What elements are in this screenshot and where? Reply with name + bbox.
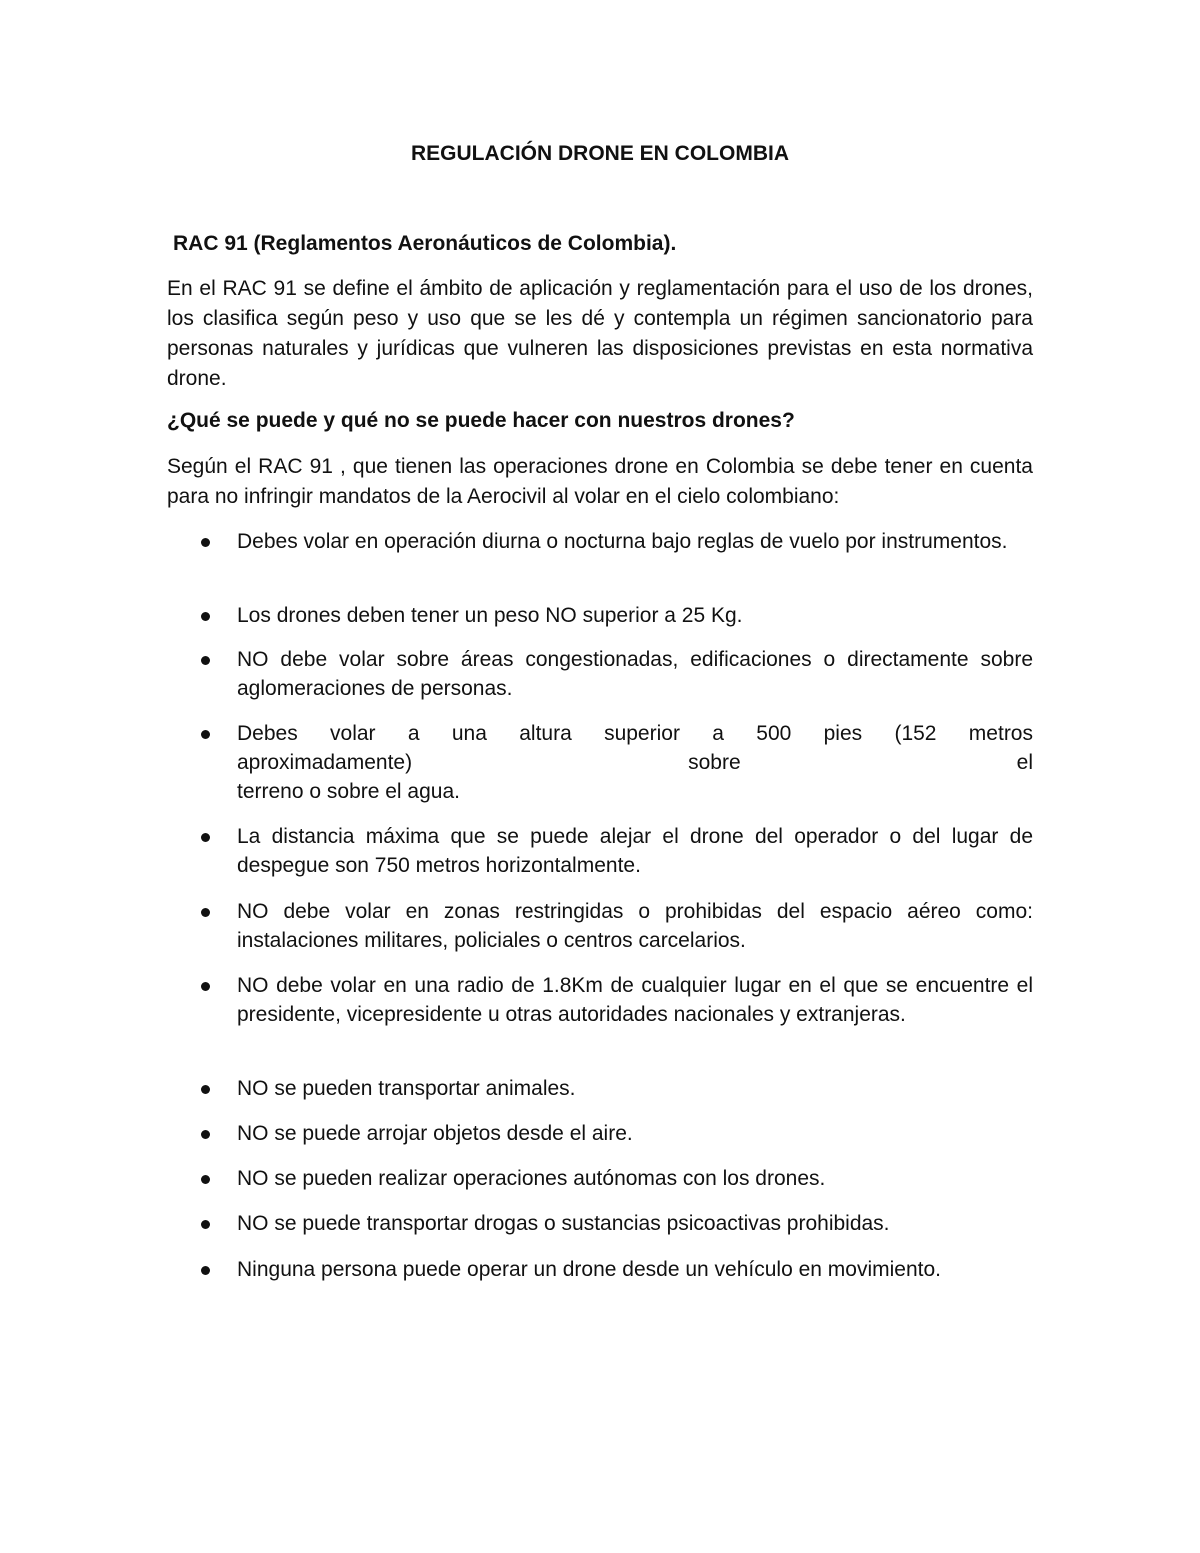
list-item	[197, 971, 1033, 1029]
list-item-text: NO debe volar en una radio de 1.8Km de cualquier lugar en el que se encuentre el presidente, vicepresidente u otras autoridades nacionales y extranjeras.	[237, 974, 1033, 1026]
bullet-icon	[201, 656, 210, 665]
list-item	[197, 1209, 1033, 1238]
list-item	[197, 897, 1033, 955]
bullet-icon	[201, 908, 210, 917]
list-item	[197, 527, 1033, 556]
bullet-icon	[201, 538, 210, 547]
list-item-text: Ninguna persona puede operar un drone desde un vehículo en movimiento.	[237, 1258, 941, 1281]
section-heading: RAC 91 (Reglamentos Aeronáuticos de Colombia).	[173, 232, 677, 255]
list-item-text: NO se pueden transportar animales.	[237, 1077, 576, 1100]
list-item	[197, 822, 1033, 880]
list-item	[197, 601, 1033, 630]
list-item	[197, 645, 1033, 703]
list-item-text	[237, 719, 1033, 806]
bullet-icon	[201, 730, 210, 739]
list-item	[197, 1119, 1033, 1148]
list-item	[197, 719, 1033, 806]
bullet-icon	[201, 1266, 210, 1275]
list-item	[197, 1164, 1033, 1193]
list-item-text-line: aproximadamente) sobre el	[237, 751, 1033, 774]
list-item-text: NO se pueden realizar operaciones autónomas con los drones.	[237, 1167, 826, 1190]
list-item-text: NO se puede transportar drogas o sustancias psicoactivas prohibidas.	[237, 1212, 890, 1235]
list-item	[197, 1255, 1033, 1284]
bullet-icon	[201, 612, 210, 621]
document-title: REGULACIÓN DRONE EN COLOMBIA	[411, 142, 789, 165]
bullet-icon	[201, 1220, 210, 1229]
bullet-icon	[201, 833, 210, 842]
list-item-text-line: terreno o sobre el agua.	[237, 780, 460, 803]
list-item-text: NO debe volar sobre áreas congestionadas, edificaciones o directamente sobre aglomeraciones de personas.	[237, 648, 1033, 700]
list-item-text-line: Debes volar a una altura superior a 500 pies (152 metros	[237, 722, 1033, 745]
lead-paragraph: Según el RAC 91 , que tienen las operaciones drone en Colombia se debe tener en cuenta para no infringir mandatos de la Aerocivil al volar en el cielo colombiano:	[167, 455, 1033, 508]
bullet-icon	[201, 1085, 210, 1094]
list-item-text: NO se puede arrojar objetos desde el aire.	[237, 1122, 633, 1145]
list-item-text: Debes volar en operación diurna o nocturna bajo reglas de vuelo por instrumentos.	[237, 530, 1008, 553]
list-item	[197, 1074, 1033, 1103]
list-item-text: La distancia máxima que se puede alejar el drone del operador o del lugar de despegue son 750 metros horizontalmente.	[237, 825, 1033, 877]
question-heading: ¿Qué se puede y qué no se puede hacer con nuestros drones?	[167, 409, 795, 432]
bullet-icon	[201, 1130, 210, 1139]
bullet-icon	[201, 982, 210, 991]
bullet-icon	[201, 1175, 210, 1184]
list-item-text: Los drones deben tener un peso NO superior a 25 Kg.	[237, 604, 743, 627]
list-item-text: NO debe volar en zonas restringidas o prohibidas del espacio aéreo como: instalaciones militares, policiales o centros carcelarios.	[237, 900, 1033, 952]
intro-paragraph: En el RAC 91 se define el ámbito de aplicación y reglamentación para el uso de los drones, los clasifica según peso y uso que se les dé y contempla un régimen sancionatorio para personas naturales y jurídicas que vulneren las disposiciones previstas en esta normativa drone.	[167, 277, 1033, 390]
